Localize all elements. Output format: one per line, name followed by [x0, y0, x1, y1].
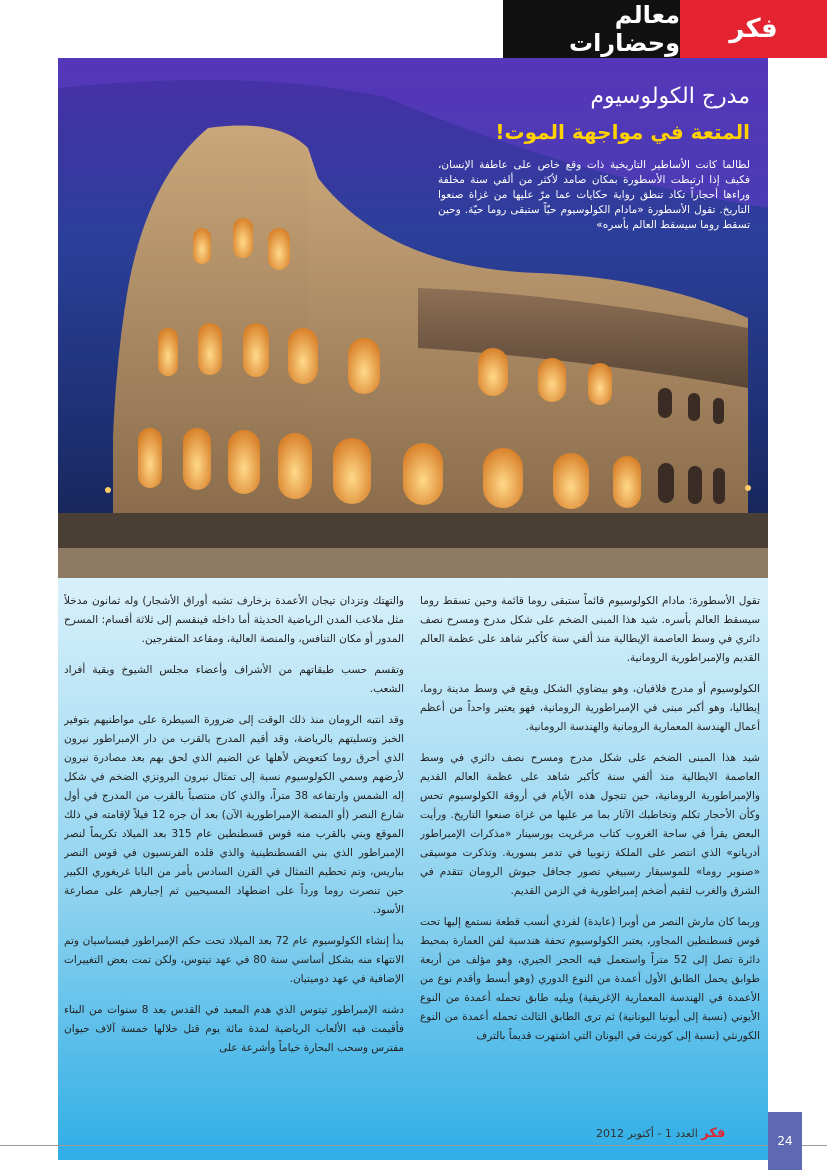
paragraph: بدأ إنشاء الكولوسيوم عام 72 بعد الميلاد تحت حكم الإمبراطور فيسباسيان وتم الانتهاء منه بشكل أساسي سنة 80 في عهد تيتوس، ولكن تمت بعض التغييرات الإضافية في عهد دوميتيان.: [64, 935, 404, 985]
paragraph: وقد انتبه الرومان منذ ذلك الوقت إلى ضرورة السيطرة على مواطنيهم بتوفير الخبز وتسليتهم بالرياضة، وقد أقيم المدرج بالقرب من دار الإمبراطور نيرون الذي أحرق روما كتعويض لأهلها عن الضيم الذي لحق بهم بعد مصادرة نيرون لأرضهم وسمي الكولوسيوم نسبة إلى تمثال نيرون البرونزي الضخم في شكل إله الشمس وارتفاعه 38 متراً، والذي كان منتصباً بالقرب من المدرج في أول شارع النصر (أو المنصة الإمبراطورية الآن) بعد أن جره 12 فيلاً لإقامته في ذلك الموقع وبني بالقرب منه قوس قسطنطين عام 315 بعد الميلاد تكريماً لنصر الإمبراطور الذي بني القسطنطينية والذي قلده الفرنسيون في قوس النصر بباريس، وتم تحطيم التمثال في القرن السادس بأمر من البابا غريغوري الكبير حين تنصرت روما ورداً على اضطهاد المسيحيين ثم إجبارهم على مصارعة الأسود.: [64, 714, 404, 916]
section-label: معالم وحضارات: [503, 0, 680, 58]
paragraph: والتهتك وتزدان تيجان الأعمدة بزخارف تشبه أوراق الأشجار) وله ثمانون مدخلاً مثل ملاعب المدن الرياضية الحديثة أما داخله فينقسم إلى ثلاثة أقسام: المسرح المدور أو مكان التنافس، والمنصة العالية، ومقاعد المتفرجين.: [64, 595, 404, 645]
paragraph: دشنه الإمبراطور تيتوس الذي هدم المعبد في القدس بعد 8 سنوات من البناء فأقيمت فيه الألعاب الرياضية لمدة مائة يوم قتل خلالها خمسة آلاف حيوان مفترس وسحب البحارة خياماً وأشرعة على: [64, 1004, 404, 1054]
paragraph: وربما كان مارش النصر من أوبرا (عايدة) لفردي أنسب قطعة نستمع إليها تحت قوس قسطنطين المجاور، يعتبر الكولوسيوم تحفة هندسية لفن العمارة بمحيط دائرة تصل إلى 52 متراً واستعمل فيه الحجر الجيري، وهو مؤلف من أربعة طوابق يحمل الطابق الأول أعمدة من النوع الدوري (وهو أبسط وأقدم نوع من الأعمدة في الهندسة المعمارية الإغريقية) ويليه طابق تحمله أعمدة من النوع الأيوني (نسبة إلى أيونيا اليونانية) ثم ترى الطابق الثالث تحمله أعمدة من النوع الكورنثي (نسبة إلى كورنث في اليونان التي اشتهرت قديماً بالترف: [420, 916, 760, 1042]
footer-brand: فكر: [701, 1126, 726, 1141]
paragraph: وتقسم حسب طبقاتهم من الأشراف وأعضاء مجلس الشيوخ وبقية أفراد الشعب.: [64, 664, 404, 695]
article-body: [58, 578, 768, 1160]
right-column: [420, 592, 760, 1152]
paragraph: الكولوسيوم أو مدرج فلافيان، وهو بيضاوي الشكل ويقع في وسط مدينة روما، إيطاليا، وهو أكبر مبنى في الإمبراطورية الرومانية، فهو يعتبر واحداً من أعظم أعمال الهندسة المعمارية الرومانية والهندسة الرومانية.: [420, 683, 760, 733]
footer-issue-text: العدد 1 - أكتوبر 2012: [596, 1127, 698, 1140]
paragraph: تقول الأسطورة: مادام الكولوسيوم قائماً ستبقى روما قائمة وحين تسقط روما سيسقط العالم بأسره. شيد هذا المبنى الضخم على شكل مدرج ومسرح نصف دائري في وسط العاصمة الإيطالية منذ ألفي سنة كأكبر شاهد على عظمة العالم القديم والإمبراطورية الرومانية.: [420, 595, 760, 664]
brand-label: فكر: [680, 0, 827, 58]
hero-photo: [58, 58, 768, 578]
article-subtitle: المتعة في مواجهة الموت!: [495, 120, 750, 144]
footer-issue: [596, 1126, 725, 1141]
article-title: مدرج الكولوسيوم: [590, 84, 750, 109]
article-intro: لطالما كانت الأساطير التاريخية ذات وقع خاص على عاطفة الإنسان، فكيف إذا ارتبطت الأسطورة بمكان صامد لأكثر من ألفي سنة مخلفة وراءها أحجاراً تكاد تنطق رواية حكايات عما مرّ عليها من غزاة صنعوا التاريخ. تقول الأسطورة «مادام الكولوسيوم حيّاً ستبقى روما حيّة. وحين تسقط روما سيسقط العالم بأسره»: [438, 159, 750, 231]
footer-divider: [0, 1145, 827, 1146]
paragraph: شيد هذا المبنى الضخم على شكل مدرج ومسرح نصف دائري في وسط العاصمة الايطالية منذ ألفي سنة كأكبر شاهد على عظمة العالم القديم والإمبراطورية الرومانية، حين تتجول هذه الأيام في أروقة الكولوسيوم تحس وكأن الأحجار تكلم وتخاطبك الآثار بما مر عليها من غزاة صنعوا التاريخ. ورأيت البعض يقرأ في ساحة الغروب كتاب مرغريت يورسينار «مذكرات الإمبراطور أدريانو» الذي انتصر على الملكة زنوبيا في تدمر بسورية. وتذكرت موسيقى «صنوبر روما» للموسيقار رسبيغي تصور جحافل جيوش الرومان تتقدم في الشرق والغرب لتقيم أضخم إمبراطورية في الزمن القديم.: [420, 752, 760, 897]
page-number: 24: [768, 1112, 802, 1170]
left-column: [64, 592, 404, 1152]
